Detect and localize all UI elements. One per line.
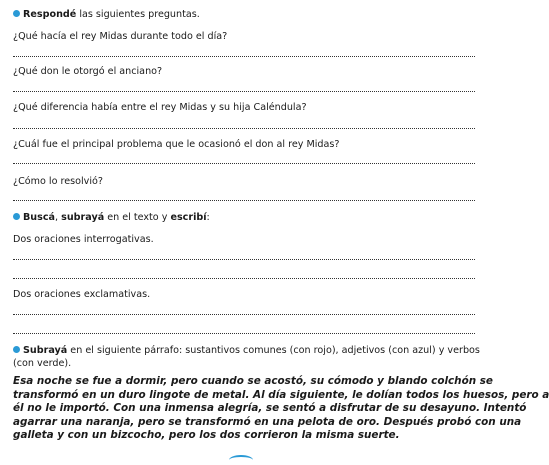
instruction-underline	[13, 345, 483, 370]
bullet-icon	[13, 213, 20, 220]
question-4: ¿Cuál fue el principal problema que le ocasionó el don al rey Midas?	[13, 139, 340, 150]
answer-line[interactable]	[13, 128, 475, 129]
answer-line[interactable]	[13, 56, 475, 57]
question-3: ¿Qué diferencia había entre el rey Midas y su hija Caléndula?	[13, 102, 307, 113]
paragraph-line: él no le importó. Con una inmensa alegría, se sentó a disfrutar de su desayuno. Intentó	[13, 402, 527, 415]
instruction-text: las siguientes preguntas.	[76, 9, 200, 20]
bullet-icon	[13, 346, 20, 353]
instruction-text-cont: (con verde).	[13, 357, 72, 369]
instruction-respond	[13, 9, 200, 20]
bullet-icon	[13, 10, 20, 17]
answer-line[interactable]	[13, 333, 475, 334]
answer-line[interactable]	[13, 259, 475, 260]
paragraph-line: galleta y con un bizcocho, pero los dos corrieron la misma suerte.	[13, 429, 400, 442]
instruction-verb: Subrayá	[23, 345, 68, 356]
paragraph-line: transformó en un duro lingote de metal. Al día siguiente, le dolían todos los huesos, pero a	[13, 388, 549, 401]
answer-line[interactable]	[13, 91, 475, 92]
item-interrogatives: Dos oraciones interrogativas.	[13, 234, 154, 245]
answer-line[interactable]	[13, 278, 475, 279]
instruction-verb-underline: subrayá	[61, 212, 105, 223]
item-exclamatives: Dos oraciones exclamativas.	[13, 289, 151, 300]
question-5: ¿Cómo lo resolvió?	[13, 176, 103, 187]
question-2: ¿Qué don le otorgó el anciano?	[13, 66, 163, 77]
paragraph-line: Esa noche se fue a dormir, pero cuando se acostó, su cómodo y blando colchón se	[13, 375, 493, 387]
instruction-search	[13, 212, 210, 223]
page-decoration	[229, 455, 253, 465]
instruction-verb: Respondé	[23, 9, 77, 20]
instruction-sep: ,	[55, 212, 62, 223]
instruction-sep: :	[206, 212, 210, 223]
instruction-sep: en el texto y	[104, 212, 171, 223]
answer-line[interactable]	[13, 163, 475, 164]
paragraph-line: agarrar una naranja, pero se transformó en una pelota de oro. Después probó con una	[13, 415, 522, 428]
story-paragraph	[13, 375, 549, 443]
answer-line[interactable]	[13, 314, 475, 315]
answer-line[interactable]	[13, 200, 475, 201]
instruction-verb-write: escribí	[170, 212, 207, 223]
instruction-text: en el siguiente párrafo: sustantivos comunes (con rojo), adjetivos (con azul) y verbos	[67, 345, 480, 356]
question-1: ¿Qué hacía el rey Midas durante todo el día?	[13, 31, 228, 42]
instruction-verb-search: Buscá	[23, 212, 56, 223]
